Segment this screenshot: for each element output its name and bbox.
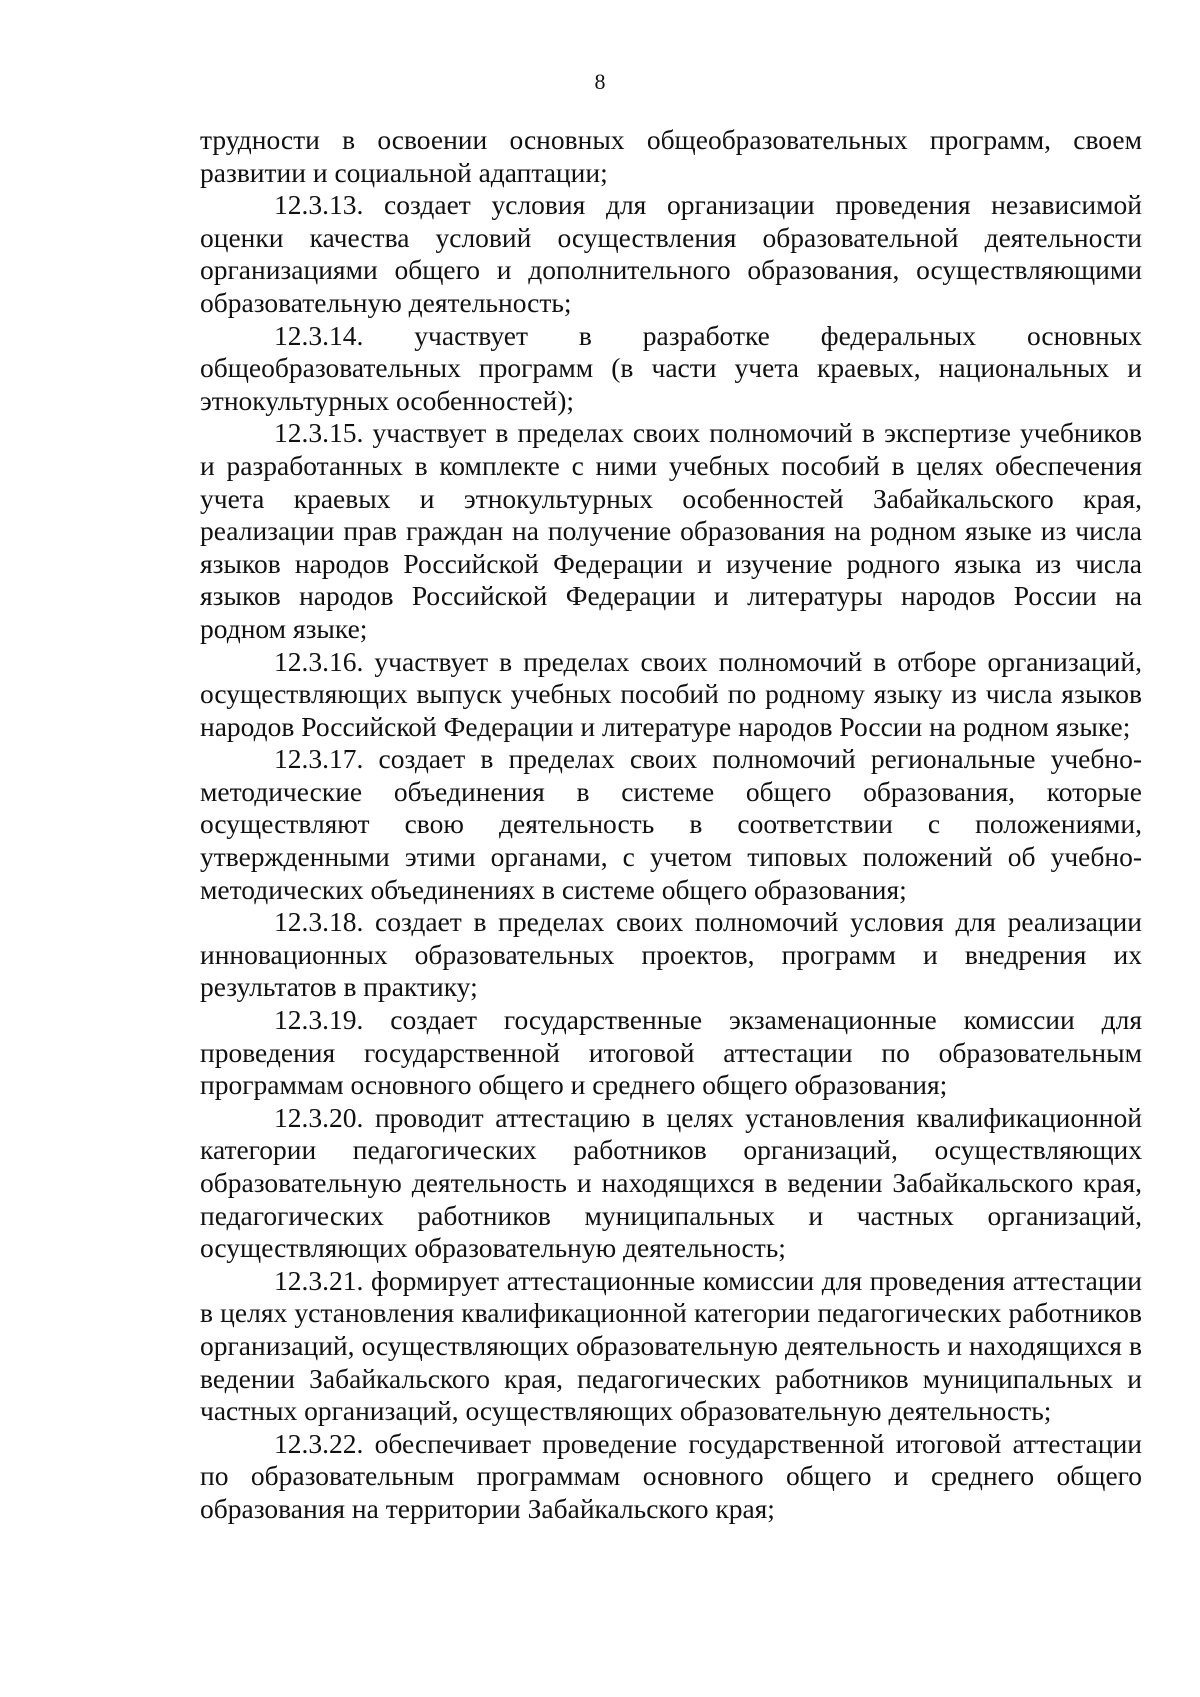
paragraph-12-3-22: 12.3.22. обеспечивает проведение государственной итоговой аттестации по образовательным программам основного общего и среднего общего образования на территории Забайкальского края; <box>200 1427 1142 1524</box>
document-body <box>200 124 1142 1526</box>
paragraph-continuation: трудности в освоении основных общеобразовательных программ, своем развитии и социальной адаптации; <box>200 124 1142 188</box>
paragraph-12-3-18: 12.3.18. создает в пределах своих полномочий условия для реализации инновационных образовательных проектов, программ и внедрения их результатов в практику; <box>200 906 1142 1003</box>
paragraph-12-3-14: 12.3.14. участвует в разработке федеральных основных общеобразовательных программ (в части учета краевых, национальных и этнокультурных особенностей); <box>200 319 1142 416</box>
paragraph-12-3-21: 12.3.21. формирует аттестационные комиссии для проведения аттестации в целях установления квалификационной категории педагогических работников организаций, осуществляющих образовательную деятельность и находящихся в ведении Забайкальского края, педагогических работников муниципальных и частных организаций, осуществляющих образовательную деятельность; <box>200 1264 1142 1427</box>
paragraph-12-3-16: 12.3.16. участвует в пределах своих полномочий в отборе организаций, осуществляющих выпуск учебных пособий по родному языку из числа языков народов Российской Федерации и литературе народов России на родном языке; <box>200 645 1142 742</box>
paragraph-12-3-13: 12.3.13. создает условия для организации проведения независимой оценки качества условий осуществления образовательной деятельности организациями общего и дополнительного образования, осуществляющими образовательную деятельность; <box>200 189 1142 318</box>
paragraph-12-3-20: 12.3.20. проводит аттестацию в целях установления квалификационной категории педагогических работников организаций, осуществляющих образовательную деятельность и находящихся в ведении Забайкальского края, педагогических работников муниципальных и частных организаций, осуществляющих образовательную деятельность; <box>200 1101 1142 1264</box>
paragraph-12-3-19: 12.3.19. создает государственные экзаменационные комиссии для проведения государственной итоговой аттестации по образовательным программам основного общего и среднего общего образования; <box>200 1004 1142 1101</box>
paragraph-12-3-17: 12.3.17. создает в пределах своих полномочий региональные учебно-методические объединения в системе общего образования, которые осуществляют свою деятельность в соответствии с положениями, утвержденными этими органами, с учетом типовых положений об учебно-методических объединениях в системе общего образования; <box>200 743 1142 905</box>
page-number: 8 <box>594 69 606 94</box>
paragraph-12-3-15: 12.3.15. участвует в пределах своих полномочий в экспертизе учебников и разработанных в комплекте с ними учебных пособий в целях обеспечения учета краевых и этнокультурных особенностей Забайкальского края, реализации прав граждан на получение образования на родном языке из числа языков народов Российской Федерации и изучение родного языка из числа языков народов Российской Федерации и литературы народов России на родном языке; <box>200 417 1142 644</box>
